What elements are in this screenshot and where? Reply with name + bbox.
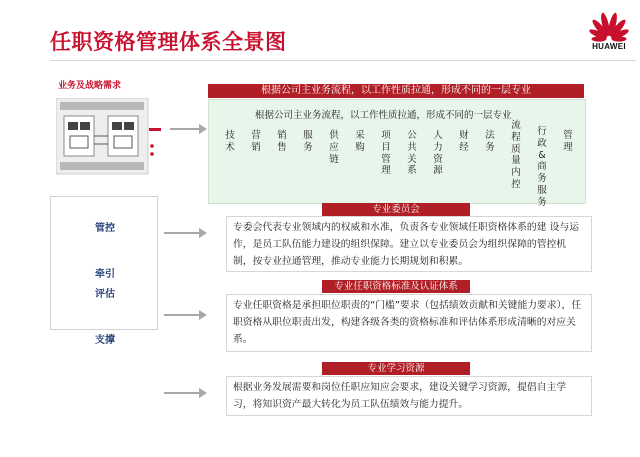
function-column: 技术 xyxy=(225,130,235,153)
learning-description: 根据业务发展需要和岗位任职应知应会要求，建设关键学习资源，提倡自主学习，将知识资产最大转化为员工队伍绩效与能力提升。 xyxy=(226,376,592,416)
function-column: 管理 xyxy=(563,130,573,153)
framework-banner: 根据公司主业务流程，以工作性质拉通，形成不同的一层专业 xyxy=(208,84,584,98)
label-evaluate: 评估 xyxy=(95,289,115,300)
functions-subheading: 根据公司主业务流程，以工作性质拉通，形成不同的一层专业 xyxy=(255,110,512,121)
function-column: 法务 xyxy=(485,130,495,153)
function-column: 销售 xyxy=(277,130,287,153)
committee-header: 专业委员会 xyxy=(322,203,470,216)
function-column: 项目管理 xyxy=(381,130,391,177)
learning-header: 专业学习资源 xyxy=(322,362,470,375)
business-strategy-heading: 业务及战略需求 xyxy=(58,81,122,91)
arrow-to-committee xyxy=(164,232,200,234)
function-column: 财经 xyxy=(459,130,469,153)
function-column: 供应链 xyxy=(329,130,339,165)
label-guide: 牵引 xyxy=(95,269,115,280)
function-column: 流程质量内控 xyxy=(511,120,521,190)
function-column: 人力资源 xyxy=(433,130,443,177)
function-column: 服务 xyxy=(303,130,313,153)
huawei-flower-icon xyxy=(584,8,634,42)
functions-panel xyxy=(208,99,586,208)
title-divider xyxy=(50,60,636,61)
arrow-to-learning xyxy=(164,392,200,394)
huawei-logo xyxy=(584,8,634,54)
function-column: 采购 xyxy=(355,130,365,153)
arrow-to-framework xyxy=(170,128,200,130)
arrow-to-qualification xyxy=(164,314,200,316)
function-column: 公共关系 xyxy=(407,130,417,177)
function-column: 行政&商务服务 xyxy=(537,126,547,208)
qualification-description: 专业任职资格是承担职位职责的“门槛”要求（包括绩效贡献和关键能力要求），任职资格从职位职责出发，构建各级各类的资格标准和评估体系形成清晰的对应关系。 xyxy=(226,294,592,352)
qualification-header: 专业任职资格标准及认证体系 xyxy=(322,280,470,293)
committee-description: 专委会代表专业领域内的权威和水准，负责各专业领域任职资格体系的建 设与运作，是员工队伍能力建设的组织保障。建立以专业委员会为组织保障的管控机制，按专业拉通管理，推动专业能力长期规划和积累。 xyxy=(226,216,592,272)
label-control: 管控 xyxy=(95,223,115,234)
function-column: 营销 xyxy=(251,130,261,153)
page-title: 任职资格管理体系全景图 xyxy=(50,30,287,54)
label-support: 支撑 xyxy=(95,335,115,346)
control-support-panel xyxy=(50,196,158,346)
huawei-wordmark: HUAWEI xyxy=(592,42,626,51)
business-flow-diagram xyxy=(56,98,164,178)
